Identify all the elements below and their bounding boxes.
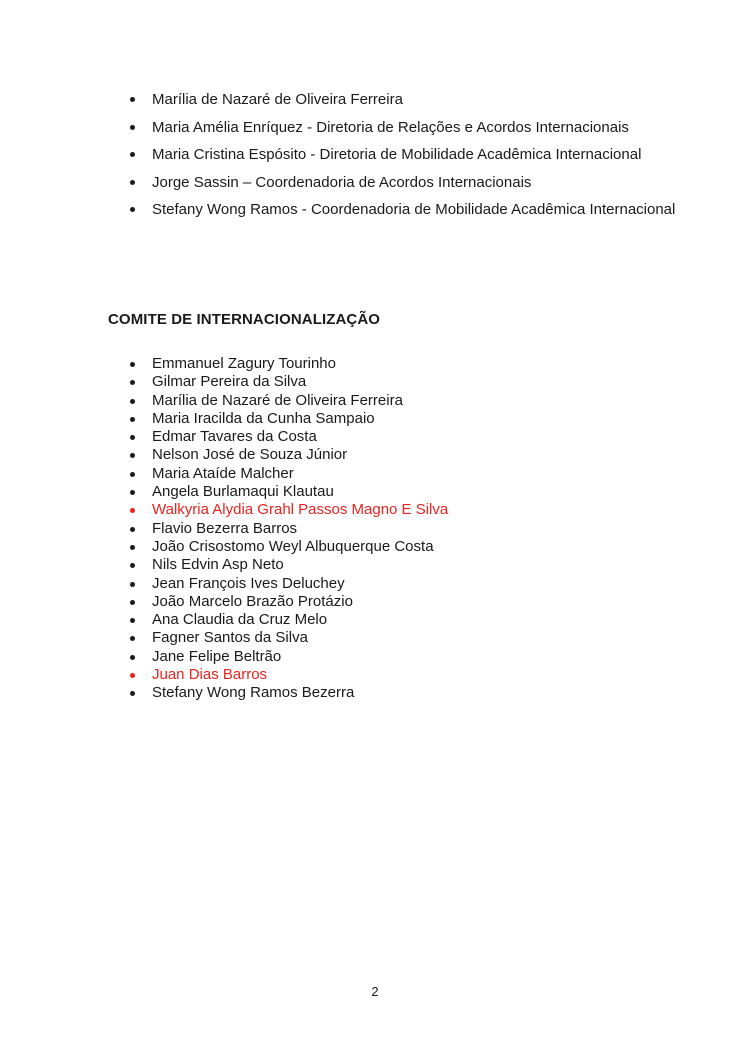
list-item: Stefany Wong Ramos Bezerra (125, 684, 645, 702)
list-item: Emmanuel Zagury Tourinho (125, 355, 645, 373)
list-item: Marília de Nazaré de Oliveira Ferreira (125, 86, 685, 114)
section-heading: COMITE DE INTERNACIONALIZAÇÃO (108, 311, 381, 328)
list-item: João Marcelo Brazão Protázio (125, 593, 645, 611)
page-number: 2 (371, 984, 379, 999)
list-item: Maria Amélia Enríquez - Diretoria de Relações e Acordos Internacionais (125, 114, 685, 142)
list-item: Maria Iracilda da Cunha Sampaio (125, 410, 645, 428)
list-item: João Crisostomo Weyl Albuquerque Costa (125, 538, 645, 556)
list-item: Gilmar Pereira da Silva (125, 373, 645, 391)
list-item: Edmar Tavares da Costa (125, 428, 645, 446)
list-item: Jane Felipe Beltrão (125, 648, 645, 666)
list-item: Maria Cristina Espósito - Diretoria de Mobilidade Acadêmica Internacional (125, 141, 685, 169)
list-item: Jean François Ives Deluchey (125, 575, 645, 593)
list-item: Stefany Wong Ramos - Coordenadoria de Mobilidade Acadêmica Internacional (125, 196, 685, 224)
list-item: Nelson José de Souza Júnior (125, 446, 645, 464)
list-item: Nils Edvin Asp Neto (125, 556, 645, 574)
list-item: Angela Burlamaqui Klautau (125, 483, 645, 501)
list-item: Ana Claudia da Cruz Melo (125, 611, 645, 629)
list-item: Jorge Sassin – Coordenadoria de Acordos Internacionais (125, 169, 685, 197)
list-item-highlighted: Walkyria Alydia Grahl Passos Magno E Silva (125, 501, 645, 519)
list-item-highlighted: Juan Dias Barros (125, 666, 645, 684)
list-item: Flavio Bezerra Barros (125, 520, 645, 538)
list-item: Marília de Nazaré de Oliveira Ferreira (125, 392, 645, 410)
staff-list (125, 86, 685, 224)
list-item: Fagner Santos da Silva (125, 629, 645, 647)
list-item: Maria Ataíde Malcher (125, 465, 645, 483)
committee-members-list (125, 355, 645, 703)
